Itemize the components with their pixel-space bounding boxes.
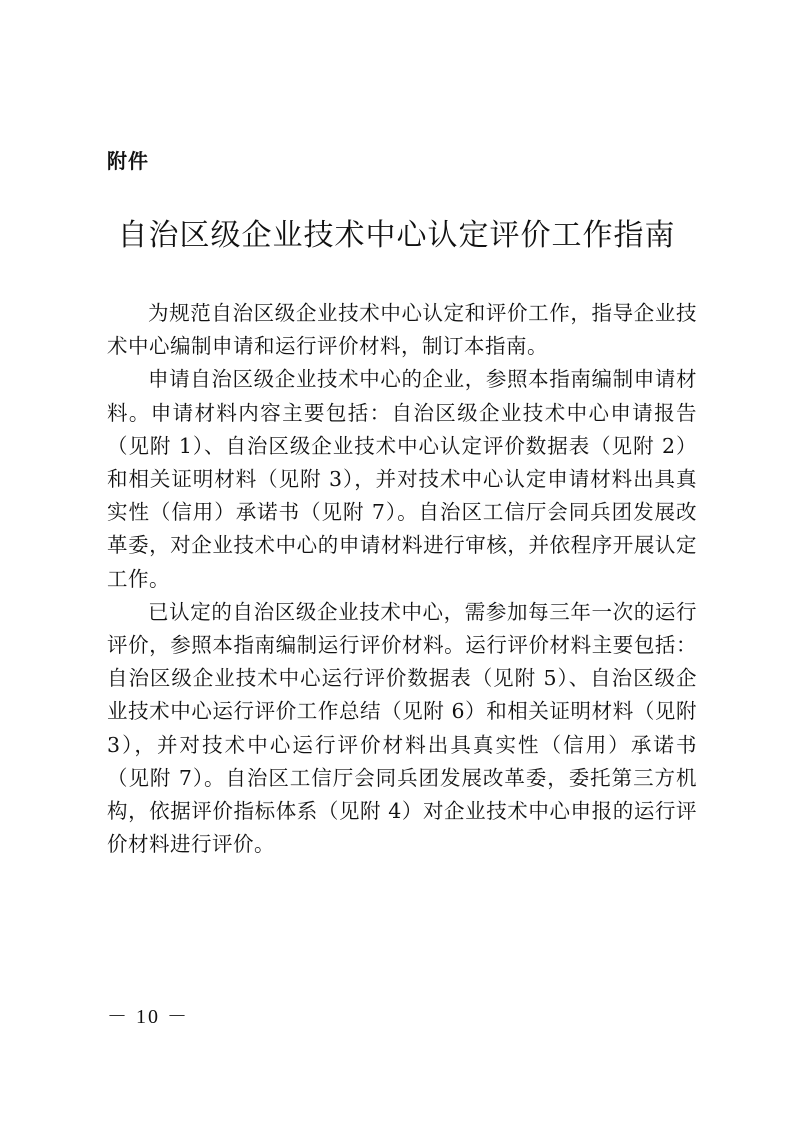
document-body xyxy=(107,297,697,861)
attachment-label: 附件 xyxy=(107,149,149,173)
page-number: － 10 － xyxy=(107,1006,189,1028)
paragraph-3: 已认定的自治区级企业技术中心，需参加每三年一次的运行评价，参照本指南编制运行评价材料。运行评价材料主要包括：自治区级企业技术中心运行评价数据表（见附 5）、自治区级企业技术中心运行评价工作总结（见附 6）和相关证明材料（见附 3），并对技术中心运行评价材料出具真实性（信用）承诺书（见附 7）。自治区工信厅会同兵团发展改革委，委托第三方机构，依据评价指标体系（见附 4）对企业技术中心申报的运行评价材料进行评价。 xyxy=(107,599,697,857)
document-title: 自治区级企业技术中心认定评价工作指南 xyxy=(117,218,676,253)
paragraph-1: 为规范自治区级企业技术中心认定和评价工作，指导企业技术中心编制申请和运行评价材料，制订本指南。 xyxy=(107,301,697,359)
paragraph-2: 申请自治区级企业技术中心的企业，参照本指南编制申请材料。申请材料内容主要包括：自治区级企业技术中心申请报告（见附 1）、自治区级企业技术中心认定评价数据表（见附 2）和相关证明材料（见附 3），并对技术中心认定申请材料出具真实性（信用）承诺书（见附 7）。自治区工信厅会同兵团发展改革委，对企业技术中心的申请材料进行审核，并依程序开展认定工作。 xyxy=(107,367,697,591)
